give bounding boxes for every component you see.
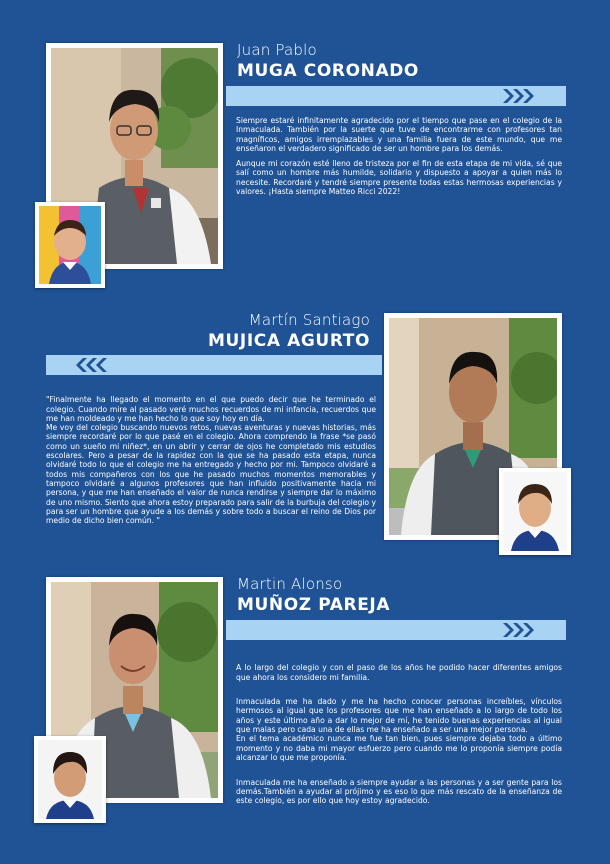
student-2-last-name: MUJICA AGURTO (207, 331, 370, 351)
student-1-childhood-photo (35, 202, 105, 288)
student-3-paragraph-3: Inmaculada me ha enseñado a siempre ayudar a las personas y a ser gente para los demás.También a ayudar al prójimo y es eso lo que más rescato de la enseñanza de este colegio, es por ello que hoy estoy agradecido. (236, 777, 562, 806)
student-1-first-name: Juan Pablo (237, 41, 317, 59)
chevron-right-icon (502, 88, 536, 104)
student-3-accent-band (226, 620, 566, 640)
student-2-childhood-photo (499, 468, 571, 555)
student-2-first-name: Martín Santiago (248, 311, 370, 329)
student-3-childhood-photo (34, 736, 106, 823)
chevron-left-icon (74, 357, 108, 373)
student-1-testimonial (236, 116, 562, 202)
student-1-paragraph-2: Aunque mi corazón esté lleno de tristeza por el fin de esta etapa de mi vida, sé que salí como un hombre más humilde, solidario y dispuesto a apoyar a quien más lo necesite. Recordaré y tendré siempre presente todas estas hermosas experiencias y valores. ¡Hasta siempre Matteo Ricci 2022! (236, 159, 562, 197)
student-2-accent-band (46, 355, 382, 375)
student-3-last-name: MUÑOZ PAREJA (237, 595, 391, 615)
student-1-paragraph-1: Siempre estaré infinitamente agradecido por el tiempo que pase en el colegio de la Inmaculada. También por la suerte que tuve de encontrarme con profesores tan magníficos, amigos irremplazables y una familia fuera de este mundo, que me enseñaron el verdadero significado de ser un hombre para los demás. (236, 116, 562, 153)
student-3-paragraph-2: Inmaculada me ha dado y me ha hecho conocer personas increíbles, vínculos hermosos al igual que los profesores que me han enseñado a lo largo de todo los años y este último año a dar lo mejor de mí, he tenido buenas experiencias al igual que malas pero cada una de ellas me ha enseñado a ser una mejor persona. En el tema académico nunca me fue tan bien, pues siempre dejaba todo a último momento y no daba mi mayor esfuerzo pero cuando me lo proponía siempre podía alcanzar lo que me proponía. (236, 697, 562, 762)
student-2-testimonial (46, 386, 376, 541)
student-1-accent-band (226, 86, 566, 106)
student-1-last-name: MUGA CORONADO (237, 61, 419, 81)
student-3-paragraph-1: A lo largo del colegio y con el paso de los años he podido hacer diferentes amigos que ahora los considero mi familia. (236, 663, 562, 682)
student-3-first-name: Martin Alonso (237, 575, 343, 593)
student-3-testimonial (236, 654, 562, 821)
student-2-paragraph-1: "Finalmente ha llegado el momento en el que puedo decir que he terminado el colegio. Cuando mire al pasado veré muchos recuerdos de mi infancia, recuerdos que me han moldeado y me han hecho lo que soy hoy en día. Me voy del colegio buscando nuevos retos, nuevas aventuras y nuevas historias, más siempre recordaré por lo que pasé en el colegio. Ahora comprendo la frase *se pasó como un sueño mi niñez*, en un abrir y cerrar de ojos he completado mis estudios escolares. Pero a pesar de la rapidez con la que se ha pasado esta etapa, nunca olvidaré todo lo que el colegio me ha entregado y hecho por mi. Tampoco olvidaré a todos mis compañeros con los que he pasado muchos momentos memorables y tampoco olvidaré a algunos profesores que han influido positivamente hacia mi persona, y que me han enseñado el valor de nunca rendirse y siempre dar lo máximo de uno mismo. Siento que ahora estoy preparado para salir de la burbuja del colegio y para ser un hombre que ayude a los demás y sobre todo a buscar el reino de Dios por medio de dicho bien común. " (46, 395, 376, 526)
chevron-right-icon (502, 622, 536, 638)
